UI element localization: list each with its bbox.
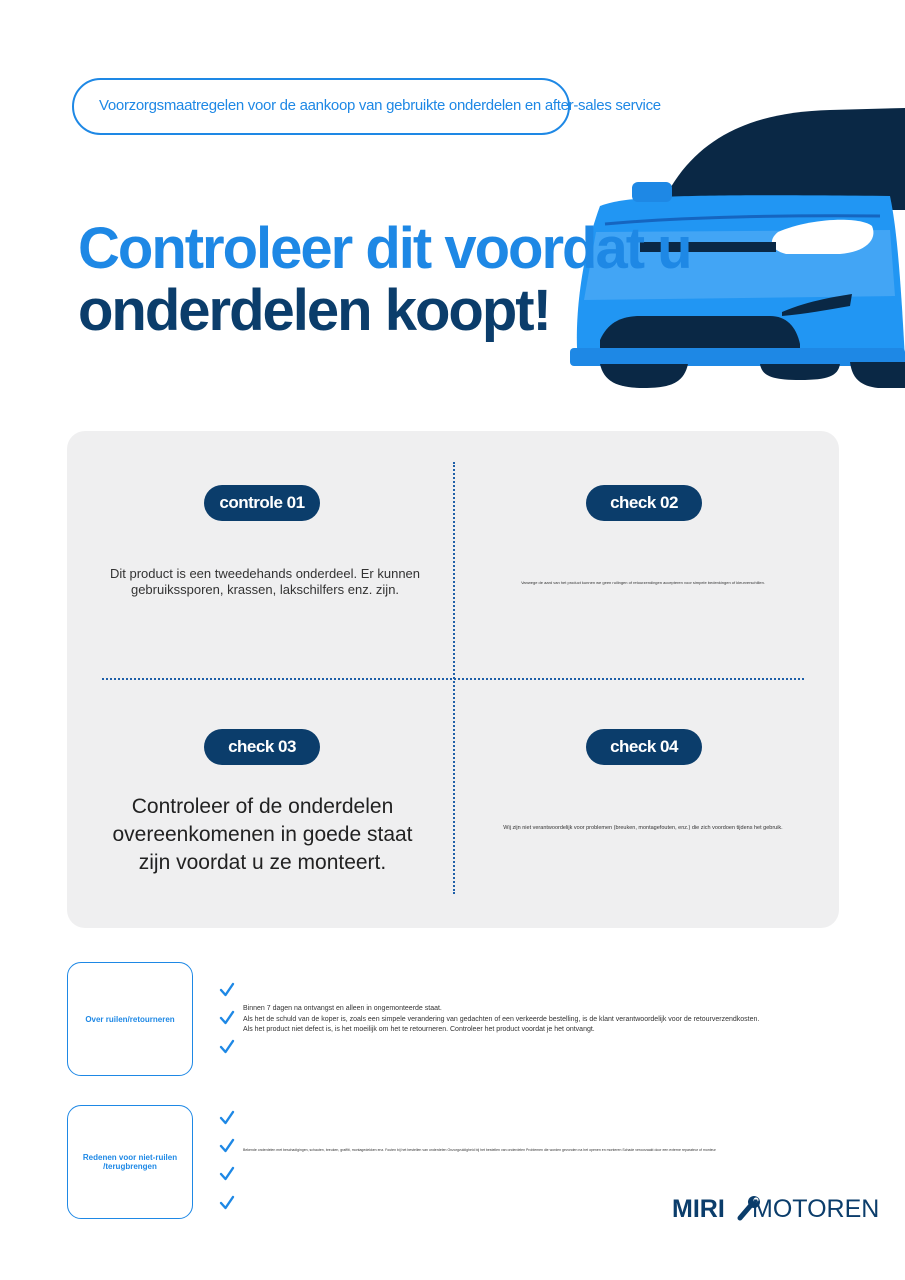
mirror xyxy=(632,182,672,202)
check-04-text: Wij zijn niet verantwoordelijk voor problemen (breuken, montagefouten, enz.) die zich voordoen tijdens het gebruik. xyxy=(503,825,783,831)
returns-line-3: Als het product niet defect is, is het moeilijk om het te retourneren. Controleer het product voordat je het ontvangt. xyxy=(243,1026,595,1033)
title-line-2: onderdelen koopt! xyxy=(78,278,550,343)
badge-check-02: check 02 xyxy=(586,485,702,521)
check-icon xyxy=(219,1138,235,1154)
no-returns-label: Redenen voor niet-ruilen /terugbrengen xyxy=(82,1153,178,1171)
check-icon xyxy=(219,1039,235,1055)
check-icon xyxy=(219,1010,235,1026)
right-tire xyxy=(850,362,905,388)
mid-tire xyxy=(760,364,840,380)
returns-box xyxy=(67,962,193,1076)
check-icon xyxy=(219,982,235,998)
badge-check-01: controle 01 xyxy=(204,485,320,521)
returns-line-2: Als het de schuld van de koper is, zoals een simpele verandering van gedachten of een verkeerde bestelling, is de klant verantwoordelijk voor de retourverzendkosten. xyxy=(243,1015,760,1023)
no-returns-box xyxy=(67,1105,193,1219)
title-line-1: Controleer dit voordat u xyxy=(78,216,691,281)
badge-check-03: check 03 xyxy=(204,729,320,765)
badge-check-04: check 04 xyxy=(586,729,702,765)
returns-label: Over ruilen/retourneren xyxy=(85,1014,175,1024)
logo-motoren: MOTOREN xyxy=(752,1195,880,1223)
logo-miri: MIRI xyxy=(672,1195,725,1223)
car-roof xyxy=(660,108,905,210)
returns-list xyxy=(243,1004,863,1036)
check-03-text: Controleer of de onderdelen overeenkomenen in goede staat zijn voordat u ze monteert. xyxy=(112,795,413,874)
check-icon xyxy=(219,1166,235,1182)
header-pill-text: Voorzorgsmaatregelen voor de aankoop van gebruikte onderdelen en after-sales service xyxy=(99,97,661,114)
no-returns-text: Bekende onderdelen met beschadigingen, schauten, breuken, graffiti, montagedekken enz. Fouten bij het bestellen van onderdelen Onzorgvuldigheid bij het bestellen van onderdelen Problemen die worden gevonden na het openen en monteren Schade veroorzaakt door een externe reparateur of monteur xyxy=(243,1148,716,1152)
check-icon xyxy=(219,1110,235,1126)
check-icon xyxy=(219,1195,235,1211)
returns-line-1: Binnen 7 dagen na ontvangst en alleen in ongemonteerde staat. xyxy=(243,1005,442,1012)
horizontal-divider xyxy=(102,678,804,680)
check-02-text: Vanwege de aard van het product kunnen we geen ruilingen of retourzendingen accepteren voor simpele bedenkingen of kleurverschillen. xyxy=(521,580,765,585)
check-01-text: Dit product is een tweedehands onderdeel. Er kunnen gebruikssporen, krassen, lakschilfers enz. zijn. xyxy=(109,566,421,597)
left-tire xyxy=(600,364,688,388)
miri-motoren-logo xyxy=(672,1192,880,1223)
page-title xyxy=(78,218,691,342)
